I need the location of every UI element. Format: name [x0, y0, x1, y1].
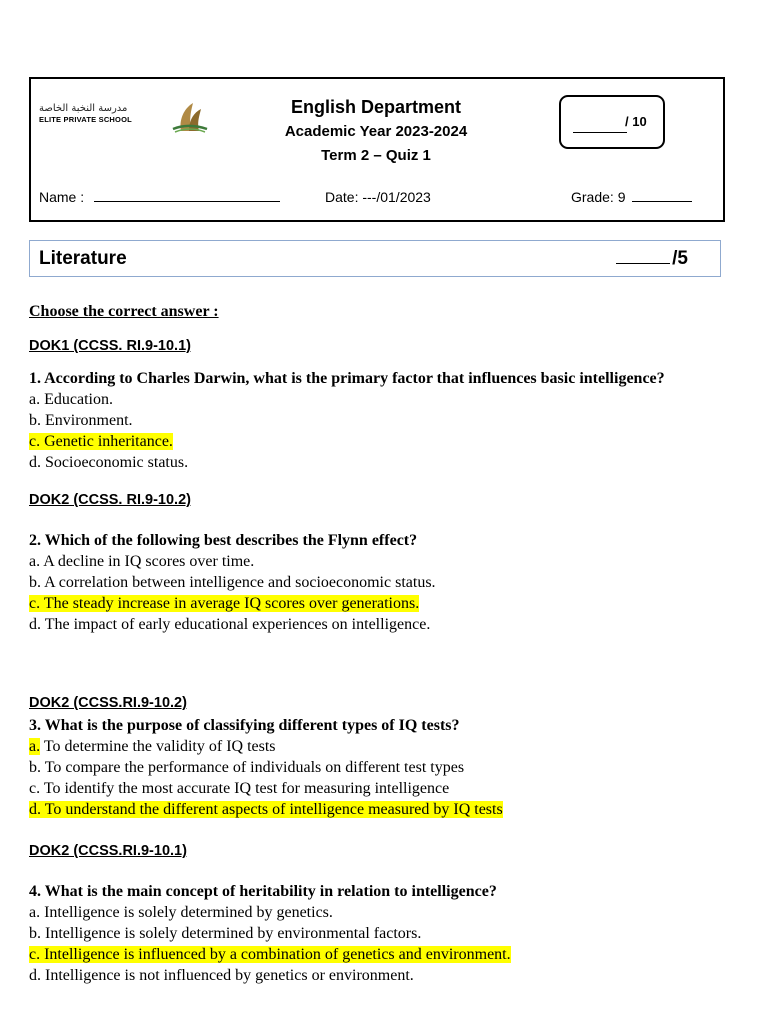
name-row [39, 189, 280, 205]
instruction: Choose the correct answer : [29, 303, 219, 320]
score-blank[interactable] [573, 132, 627, 133]
name-label: Name : [39, 189, 85, 205]
date-label: Date: ---/01/2023 [325, 189, 431, 205]
question-stem: 3. What is the purpose of classifying different types of IQ tests? [29, 717, 460, 734]
section-title: Literature [39, 248, 127, 269]
quiz-header [29, 77, 725, 222]
answer-option[interactable]: c. To identify the most accurate IQ test for measuring intelligence [29, 780, 450, 797]
answer-option[interactable]: a. A decline in IQ scores over time. [29, 553, 255, 570]
answer-option[interactable]: d. Intelligence is not influenced by genetics or environment. [29, 967, 414, 984]
name-field[interactable] [94, 200, 280, 202]
header-title-block [261, 94, 491, 168]
answer-option[interactable]: d. The impact of early educational experiences on intelligence. [29, 616, 431, 633]
answer-option[interactable]: a. Education. [29, 391, 113, 408]
answer-option[interactable]: b. Environment. [29, 412, 133, 429]
literature-section-bar [29, 240, 721, 277]
question-stem: 4. What is the main concept of heritability in relation to intelligence? [29, 883, 497, 900]
answer-option[interactable]: b. A correlation between intelligence and socioeconomic status. [29, 574, 436, 591]
answer-option[interactable]: b. Intelligence is solely determined by environmental factors. [29, 925, 422, 942]
term-quiz-label: Term 2 – Quiz 1 [321, 147, 431, 164]
answer-option[interactable]: a. To determine the validity of IQ tests [29, 738, 276, 755]
dok-label: DOK2 (CCSS.RI.9-10.2) [29, 695, 187, 711]
question-stem: 1. According to Charles Darwin, what is the primary factor that influences basic intelligence? [29, 370, 665, 387]
total-score: / 10 [625, 114, 647, 129]
question-2 [29, 531, 749, 635]
question-3 [29, 716, 749, 820]
answer-option[interactable]: d. Socioeconomic status. [29, 454, 189, 471]
answer-option-selected[interactable]: c. The steady increase in average IQ scores over generations. [29, 595, 420, 612]
answer-option[interactable]: b. To compare the performance of individuals on different test types [29, 759, 465, 776]
dok-label: DOK2 (CCSS.RI.9-10.1) [29, 843, 187, 859]
date-row [325, 189, 431, 205]
section-score-total: /5 [672, 248, 688, 269]
academic-year: Academic Year 2023-2024 [284, 123, 468, 140]
answer-option-selected[interactable]: c. Intelligence is influenced by a combination of genetics and environment. [29, 946, 511, 963]
question-stem: 2. Which of the following best describes the Flynn effect? [29, 532, 418, 549]
total-score-box [559, 95, 665, 149]
logo-english-text: ELITE PRIVATE SCHOOL [39, 115, 132, 124]
grade-field[interactable] [632, 200, 692, 202]
answer-option-selected[interactable]: c. Genetic inheritance. [29, 433, 173, 450]
section-score [616, 248, 688, 270]
grade-row [571, 189, 692, 205]
answer-option-selected[interactable]: d. To understand the different aspects of intelligence measured by IQ tests [29, 801, 503, 818]
answer-option[interactable]: a. Intelligence is solely determined by genetics. [29, 904, 333, 921]
school-logo [39, 99, 204, 133]
department-title: English Department [290, 97, 462, 117]
section-score-blank[interactable] [616, 262, 670, 264]
dok-label: DOK2 (CCSS. RI.9-10.2) [29, 492, 191, 508]
dok-label: DOK1 (CCSS. RI.9-10.1) [29, 338, 191, 354]
grade-label: Grade: 9 [571, 189, 626, 205]
question-4 [29, 882, 749, 986]
question-1 [29, 369, 749, 473]
logo-arabic-text: مدرسة النخبة الخاصة [39, 103, 128, 114]
school-emblem-icon [169, 99, 209, 133]
